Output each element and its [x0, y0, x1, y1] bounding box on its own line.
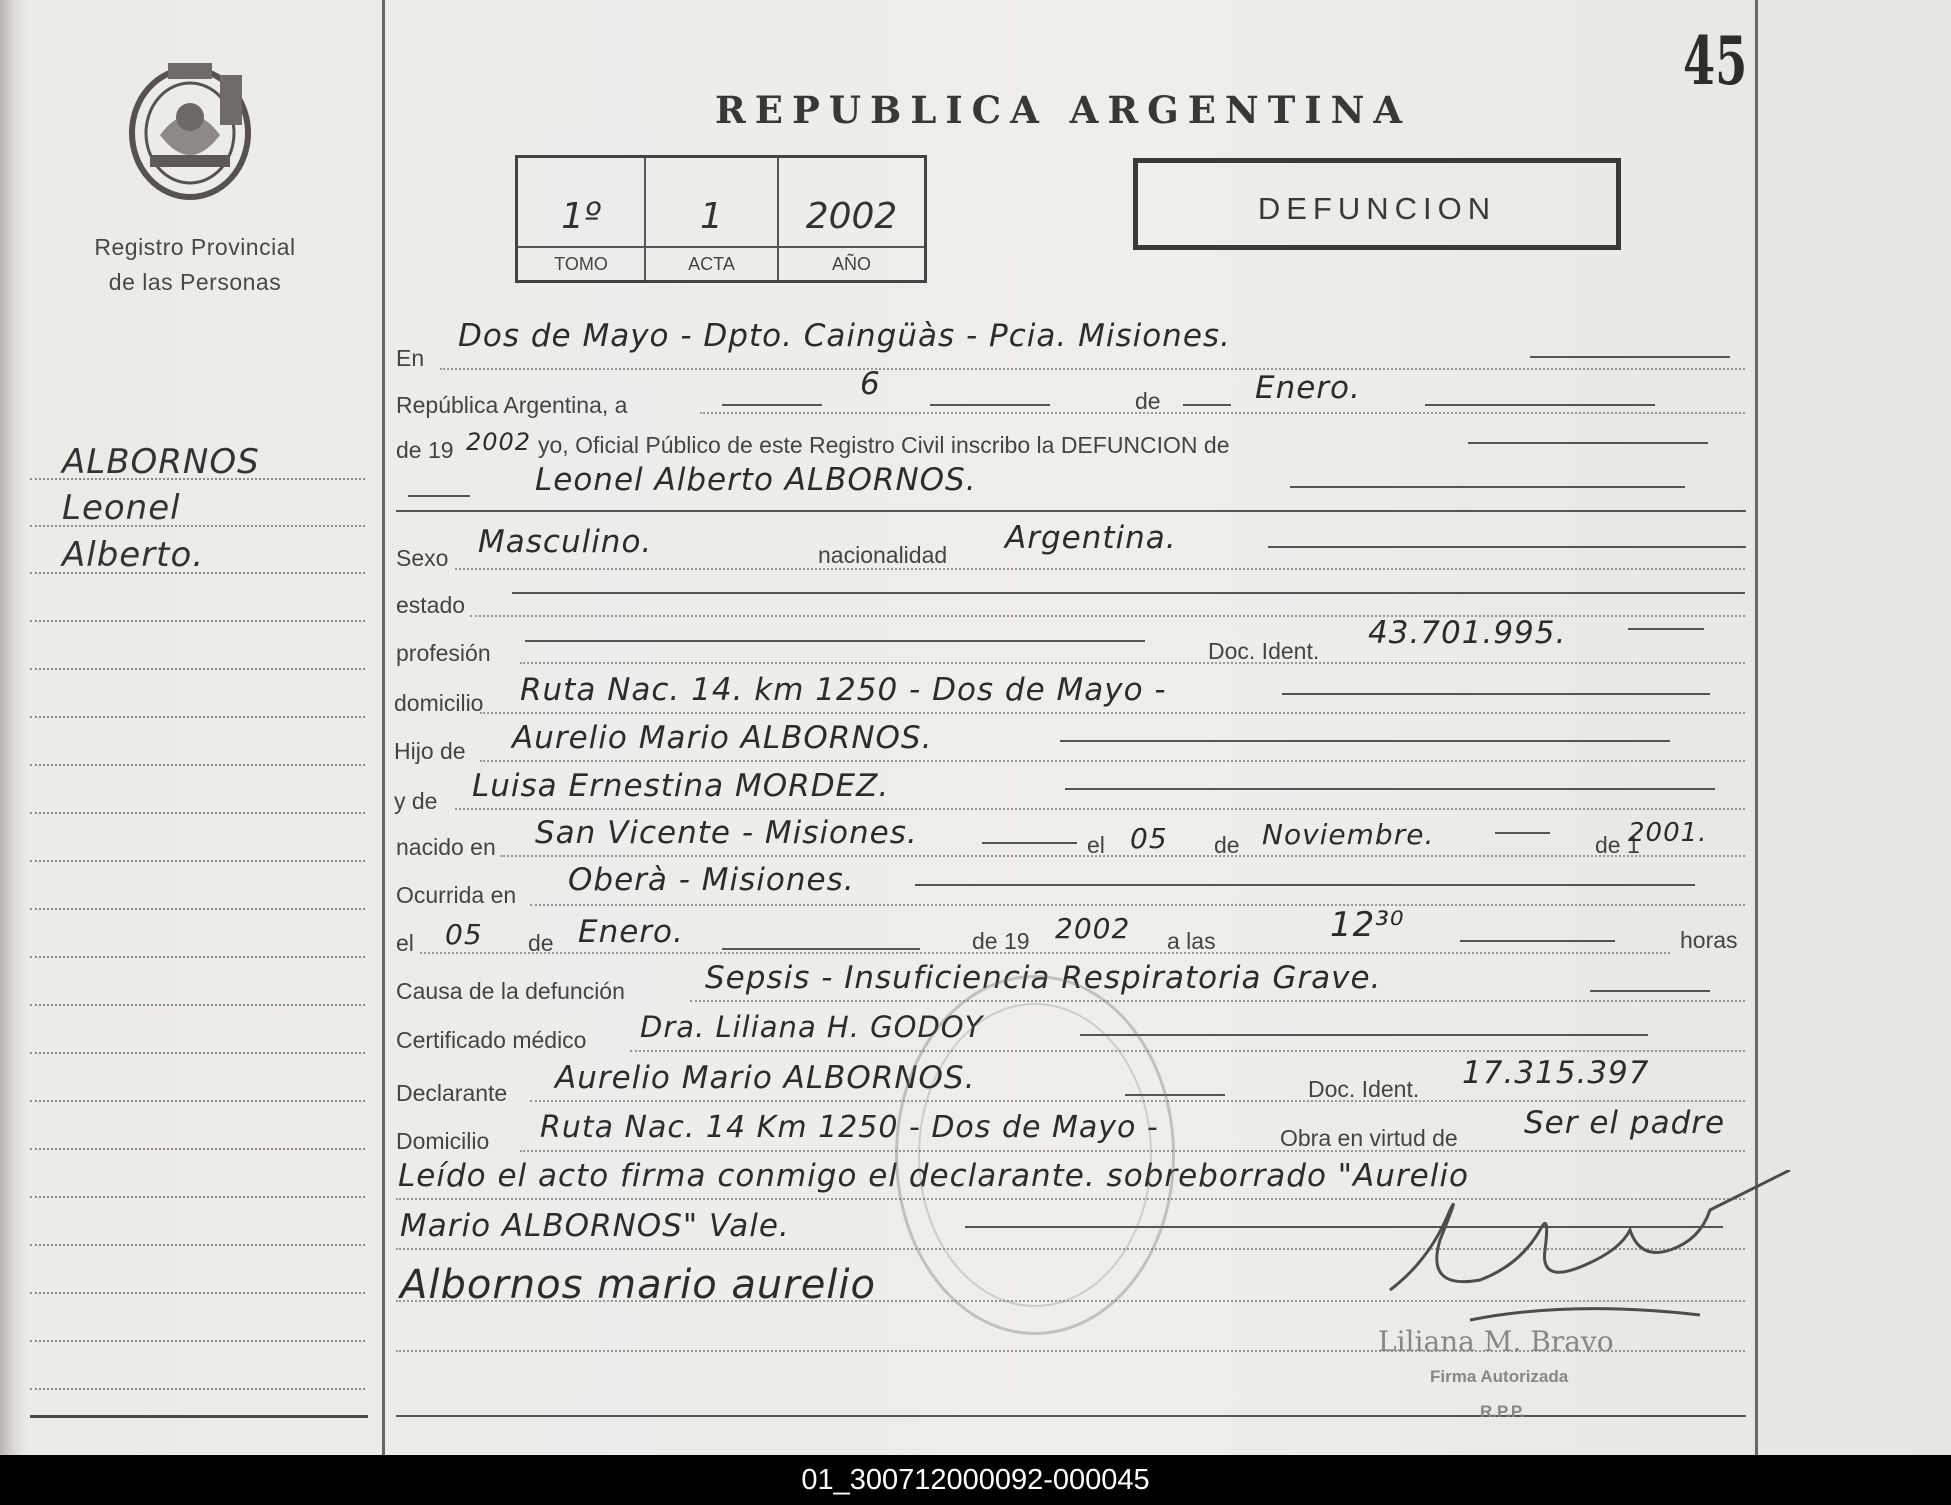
obra-value: Ser el padre: [1524, 1105, 1726, 1141]
obra-label: Obra en virtud de: [1280, 1125, 1458, 1151]
coat-of-arms-icon: [120, 55, 260, 205]
form-rule: [420, 952, 1670, 954]
fill-dash: [1268, 546, 1746, 548]
year-value: 2002: [466, 428, 532, 456]
profesion-label: profesión: [396, 640, 491, 666]
causa-value: Sepsis - Insuficiencia Respiratoria Grave.: [705, 960, 1382, 996]
declarante-label: Declarante: [396, 1080, 508, 1106]
acta-cell: [646, 158, 779, 280]
birth-month: Noviembre.: [1262, 818, 1435, 851]
form-rule: [520, 662, 1745, 664]
form-rule: [440, 368, 1745, 370]
nacido-label: nacido en: [396, 834, 496, 860]
record-type-box: DEFUNCION: [1133, 158, 1621, 250]
official-name: Liliana M. Bravo: [1378, 1325, 1614, 1358]
record-number-box: [515, 155, 927, 283]
death-de-label: de: [528, 930, 554, 956]
birthplace-value: San Vicente - Misiones.: [535, 815, 918, 851]
doc2-label: Doc. Ident.: [1308, 1076, 1420, 1102]
nacionalidad-label: nacionalidad: [818, 542, 948, 568]
en-label: En: [396, 345, 425, 371]
form-left-border: [382, 0, 385, 1455]
form-bottom-rule: [396, 1415, 1746, 1417]
birth-de19-label: de 1: [1595, 832, 1640, 858]
domicilio2-label: Domicilio: [396, 1128, 490, 1154]
anio-value: 2002: [805, 196, 898, 237]
fill-dash: [722, 404, 822, 406]
margin-rule: [30, 572, 365, 574]
mother-value: Luisa Ernestina MORDEZ.: [472, 768, 890, 804]
margin-rule: [30, 1148, 365, 1150]
form-rule: [480, 760, 1745, 762]
margin-rule: [30, 764, 365, 766]
fill-dash: [1060, 740, 1670, 742]
doc2-value: 17.315.397: [1462, 1055, 1650, 1091]
official-signature-mark: [1370, 1170, 1810, 1340]
form-rule: [500, 855, 1745, 857]
declarant-signature: Albornos mario aurelio: [400, 1262, 877, 1308]
fill-dash: [1183, 404, 1231, 406]
el-label: el: [1087, 832, 1105, 858]
closing-line-1: Leído el acto firma conmigo el declarante. sobreborrado "Aurelio: [398, 1158, 1469, 1194]
certificado-value: Dra. Liliana H. GODOY: [640, 1010, 984, 1044]
deceased-name: Leonel Alberto ALBORNOS.: [535, 462, 977, 498]
sexo-label: Sexo: [396, 545, 449, 571]
margin-rule: [30, 525, 365, 527]
de-label: de: [1135, 388, 1161, 414]
death-el-label: el: [396, 930, 414, 956]
margin-first-name: Leonel: [62, 488, 181, 528]
form-rule: [630, 1050, 1745, 1052]
fill-dash: [722, 948, 920, 950]
page-number: 45: [1683, 22, 1748, 100]
death-month: Enero.: [578, 914, 684, 950]
fill-dash: [1290, 486, 1685, 488]
fill-dash: [1080, 1034, 1648, 1036]
domicilio2-value: Ruta Nac. 14 Km 1250 - Dos de Mayo -: [540, 1110, 1159, 1145]
form-rule: [455, 808, 1745, 810]
margin-middle-name: Alberto.: [62, 535, 205, 575]
margin-rule: [30, 1196, 365, 1198]
domicilio-label: domicilio: [394, 690, 484, 716]
death-hour: 12³⁰: [1330, 905, 1405, 945]
registry-name-line1: Registro Provincial: [94, 234, 296, 260]
fill-dash: [1460, 940, 1615, 942]
closing-line-2: Mario ALBORNOS" Vale.: [400, 1208, 790, 1244]
margin-rule: [30, 1388, 365, 1390]
form-rule: [455, 568, 1745, 570]
form-rule: [530, 904, 1745, 906]
sexo-value: Masculino.: [478, 524, 653, 560]
hijo-label: Hijo de: [394, 738, 466, 764]
form-rule: [700, 412, 1745, 414]
fill-dash: [1590, 990, 1710, 992]
margin-rule: [30, 956, 365, 958]
tomo-cell: [518, 158, 646, 280]
official-org: R.P.P.: [1480, 1402, 1525, 1421]
doc-label: Doc. Ident.: [1208, 638, 1320, 664]
fill-dash: [1468, 442, 1708, 444]
fill-dash: [512, 592, 1745, 594]
margin-rule: [30, 1244, 365, 1246]
margin-rule: [30, 478, 365, 480]
official-role: Firma Autorizada: [1430, 1367, 1569, 1386]
estado-label: estado: [396, 592, 466, 618]
margin-rule: [30, 860, 365, 862]
day-value: 6: [860, 366, 881, 402]
father-value: Aurelio Mario ALBORNOS.: [512, 720, 933, 756]
death-year: 2002: [1055, 912, 1131, 945]
death-de19-label: de 19: [972, 928, 1030, 954]
nacionalidad-value: Argentina.: [1005, 520, 1177, 556]
form-rule: [690, 1000, 1745, 1002]
death-day: 05: [445, 918, 483, 951]
margin-rule: [30, 620, 365, 622]
birth-de-label: de: [1214, 832, 1240, 858]
fill-dash: [915, 884, 1695, 886]
fill-dash: [1065, 788, 1715, 790]
tomo-label: TOMO: [518, 246, 644, 280]
republica-label: República Argentina, a: [396, 392, 628, 418]
declarante-value: Aurelio Mario ALBORNOS.: [555, 1060, 976, 1096]
certificado-label: Certificado médico: [396, 1027, 587, 1053]
de19-label: de 19: [396, 437, 454, 463]
form-rule-solid: [396, 510, 1746, 512]
margin-surname: ALBORNOS: [62, 442, 260, 482]
stamp-inner-ring: [918, 1003, 1152, 1307]
margin-rule: [30, 812, 365, 814]
death-place-value: Oberà - Misiones.: [568, 862, 855, 898]
tomo-value: 1º: [561, 196, 601, 237]
fill-dash: [930, 404, 1050, 406]
fill-dash: [408, 495, 470, 497]
margin-rule: [30, 1052, 365, 1054]
page-title: REPUBLICA ARGENTINA: [715, 88, 1412, 132]
birth-day: 05: [1130, 822, 1168, 855]
margin-column: [0, 0, 382, 1455]
fill-dash: [1495, 832, 1550, 834]
margin-rule: [30, 1340, 365, 1342]
margin-rule: [30, 1100, 365, 1102]
anio-cell: [779, 158, 924, 280]
fill-dash: [982, 842, 1077, 844]
horas-label: horas: [1680, 927, 1738, 953]
registry-name-line2: de las Personas: [108, 269, 282, 295]
birth-year: 2001.: [1628, 818, 1708, 848]
margin-rule: [30, 668, 365, 670]
official-stamp: [895, 975, 1175, 1335]
anio-label: AÑO: [779, 246, 924, 280]
fill-dash: [1425, 404, 1655, 406]
margin-bottom-rule: [30, 1415, 368, 1418]
margin-rule: [30, 1004, 365, 1006]
margin-rule: [30, 908, 365, 910]
form-rule: [480, 712, 1745, 714]
doc-value: 43.701.995.: [1368, 615, 1567, 651]
place-value: Dos de Mayo - Dpto. Caingüàs - Pcia. Misiones.: [458, 318, 1231, 354]
y-de-label: y de: [394, 788, 438, 814]
margin-rule: [30, 1292, 365, 1294]
fill-dash: [1628, 628, 1704, 630]
oficial-text: yo, Oficial Público de este Registro Civil inscribo la DEFUNCION de: [538, 432, 1230, 458]
fill-dash: [1530, 356, 1730, 358]
month-value: Enero.: [1255, 370, 1361, 406]
acta-value: 1: [700, 196, 723, 237]
fill-dash: [525, 640, 1145, 642]
acta-label: ACTA: [646, 246, 777, 280]
margin-rule: [30, 716, 365, 718]
alas-label: a las: [1167, 928, 1216, 954]
fill-dash: [1282, 693, 1710, 695]
domicilio-value: Ruta Nac. 14. km 1250 - Dos de Mayo -: [520, 672, 1167, 708]
causa-label: Causa de la defunción: [396, 978, 625, 1004]
ocurrida-label: Ocurrida en: [396, 882, 517, 908]
file-id-bar: 01_300712000092-000045: [0, 1455, 1951, 1505]
